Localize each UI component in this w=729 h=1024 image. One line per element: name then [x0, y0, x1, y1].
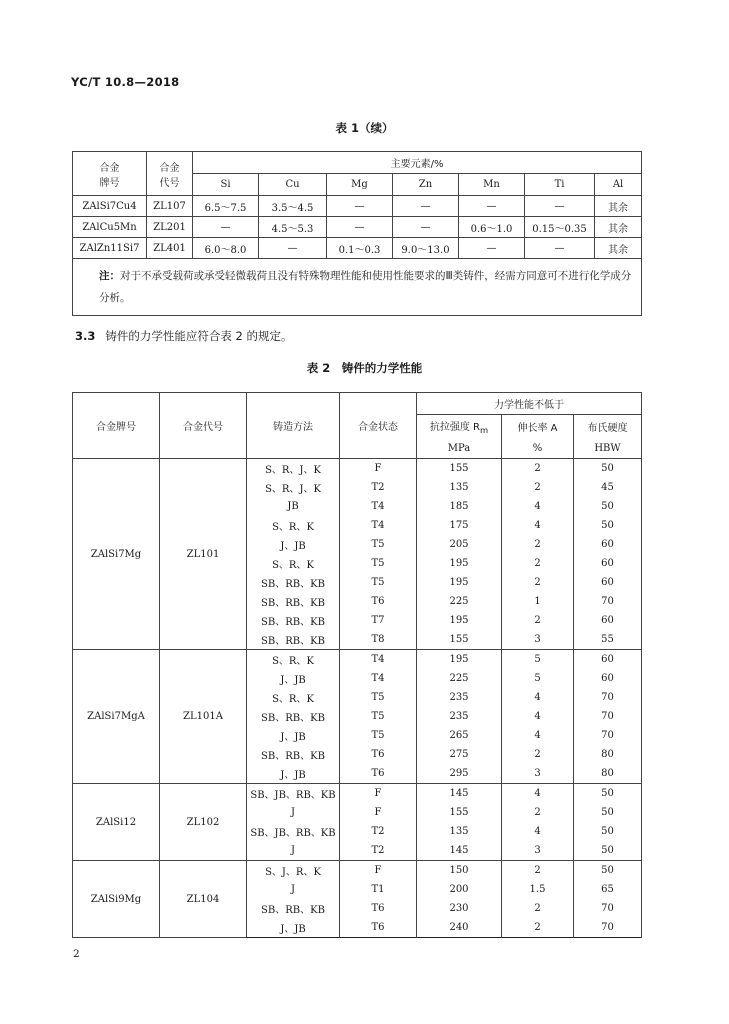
- alloy-grade-cell: ZAlZn11Si7: [73, 238, 147, 259]
- casting-method-cell: S、R、K: [247, 688, 340, 707]
- tensile-strength-cell: 225: [417, 592, 502, 611]
- tensile-strength-cell: 175: [417, 516, 502, 535]
- hardness-cell: 70: [574, 918, 642, 938]
- casting-method-cell: S、R、K: [247, 650, 340, 670]
- alloy-state-cell: T2: [340, 822, 417, 841]
- alloy-state-cell: T6: [340, 745, 417, 764]
- casting-method-cell: J、JB: [247, 764, 340, 784]
- alloy-code-cell: ZL201: [147, 217, 193, 238]
- casting-method-cell: SB、RB、KB: [247, 707, 340, 726]
- elongation-cell: 2: [502, 478, 574, 497]
- casting-method-cell: SB、RB、KB: [247, 630, 340, 650]
- alloy-code-cell: ZL104: [160, 861, 247, 938]
- elongation-cell: 3: [502, 764, 574, 784]
- hardness-cell: 80: [574, 745, 642, 764]
- alloy-state-cell: T4: [340, 516, 417, 535]
- casting-method-cell: J: [247, 803, 340, 822]
- casting-method-cell: J、JB: [247, 535, 340, 554]
- elongation-cell: 4: [502, 784, 574, 804]
- hardness-cell: 60: [574, 669, 642, 688]
- elongation-cell: 3: [502, 630, 574, 650]
- alloy-state-cell: F: [340, 861, 417, 881]
- alloy-state-cell: T5: [340, 535, 417, 554]
- elongation-cell: 4: [502, 726, 574, 745]
- mechanical-group-header: 力学性能不低于: [417, 393, 642, 415]
- elongation-cell: 2: [502, 573, 574, 592]
- tensile-strength-cell: 145: [417, 841, 502, 861]
- casting-method-cell: J、JB: [247, 669, 340, 688]
- hardness-cell: 55: [574, 630, 642, 650]
- alloy-state-cell: T5: [340, 573, 417, 592]
- elongation-unit: %: [502, 438, 574, 459]
- hardness-cell: 60: [574, 554, 642, 573]
- alloy-grade-cell: ZAlSi7Cu4: [73, 196, 147, 217]
- casting-method-cell: SB、JB、RB、KB: [247, 822, 340, 841]
- tensile-strength-cell: 195: [417, 650, 502, 670]
- col-alloy-code-header: 合金 代号: [147, 152, 193, 196]
- tensile-strength-cell: 275: [417, 745, 502, 764]
- tensile-strength-cell: 195: [417, 554, 502, 573]
- element-header: Al: [595, 174, 642, 196]
- alloy-code-cell: ZL401: [147, 238, 193, 259]
- casting-method-cell: SB、JB、RB、KB: [247, 784, 340, 804]
- casting-method-cell: JB: [247, 497, 340, 516]
- elongation-cell: 4: [502, 516, 574, 535]
- tensile-strength-cell: 195: [417, 573, 502, 592]
- element-header: Zn: [393, 174, 459, 196]
- elongation-cell: 2: [502, 899, 574, 918]
- casting-method-cell: S、R、K: [247, 554, 340, 573]
- elongation-cell: 2: [502, 861, 574, 881]
- alloy-grade-cell: ZAlSi7MgA: [73, 650, 160, 784]
- casting-method-cell: SB、RB、KB: [247, 573, 340, 592]
- hardness-cell: 70: [574, 688, 642, 707]
- element-header: Si: [193, 174, 259, 196]
- tensile-strength-cell: 135: [417, 478, 502, 497]
- page-number: 2: [73, 948, 80, 960]
- alloy-code-cell: ZL102: [160, 784, 247, 861]
- element-value-cell: —: [393, 196, 459, 217]
- alloy-state-cell: F: [340, 459, 417, 479]
- elongation-cell: 5: [502, 650, 574, 670]
- element-value-cell: —: [393, 217, 459, 238]
- elongation-cell: 4: [502, 707, 574, 726]
- hardness-cell: 60: [574, 650, 642, 670]
- tensile-strength-cell: 185: [417, 497, 502, 516]
- alloy-state-cell: T7: [340, 611, 417, 630]
- alloy-state-cell: T2: [340, 478, 417, 497]
- hardness-cell: 70: [574, 899, 642, 918]
- alloy-state-cell: T6: [340, 899, 417, 918]
- hardness-cell: 50: [574, 822, 642, 841]
- elongation-cell: 5: [502, 669, 574, 688]
- tensile-unit: MPa: [417, 438, 502, 459]
- element-value-cell: —: [327, 196, 393, 217]
- alloy-state-cell: T6: [340, 592, 417, 611]
- alloy-state-cell: T4: [340, 650, 417, 670]
- hardness-cell: 50: [574, 497, 642, 516]
- tensile-strength-cell: 155: [417, 630, 502, 650]
- element-value-cell: 3.5～4.5: [259, 196, 327, 217]
- hardness-cell: 60: [574, 535, 642, 554]
- section-3-3: 3.3 铸件的力学性能应符合表 2 的规定。: [75, 329, 293, 343]
- element-header: Ti: [525, 174, 595, 196]
- element-value-cell: 6.0～8.0: [193, 238, 259, 259]
- tensile-strength-cell: 295: [417, 764, 502, 784]
- casting-method-cell: S、J、R、K: [247, 861, 340, 881]
- element-header: Mn: [459, 174, 525, 196]
- elongation-cell: 2: [502, 459, 574, 479]
- col-alloy-grade-header: 合金 牌号: [73, 152, 147, 196]
- hardness-cell: 45: [574, 478, 642, 497]
- element-value-cell: 其余: [595, 238, 642, 259]
- table1-chemical-composition: [72, 151, 642, 316]
- tensile-strength-cell: 155: [417, 803, 502, 822]
- element-value-cell: 0.15～0.35: [525, 217, 595, 238]
- alloy-state-cell: T5: [340, 707, 417, 726]
- hardness-cell: 50: [574, 841, 642, 861]
- tensile-strength-cell: 195: [417, 611, 502, 630]
- elongation-cell: 3: [502, 841, 574, 861]
- hardness-cell: 50: [574, 459, 642, 479]
- hardness-cell: 70: [574, 592, 642, 611]
- element-header: Mg: [327, 174, 393, 196]
- alloy-state-cell: T1: [340, 880, 417, 899]
- element-value-cell: —: [525, 196, 595, 217]
- col-grade-header: 合金牌号: [73, 393, 160, 459]
- tensile-strength-cell: 235: [417, 707, 502, 726]
- table1-title: 表 1（续）: [335, 121, 394, 135]
- elongation-cell: 2: [502, 554, 574, 573]
- casting-method-cell: J: [247, 841, 340, 861]
- casting-method-cell: S、R、J、K: [247, 478, 340, 497]
- elongation-cell: 2: [502, 745, 574, 764]
- tensile-strength-cell: 200: [417, 880, 502, 899]
- table-row: [73, 861, 642, 881]
- tensile-strength-cell: 225: [417, 669, 502, 688]
- alloy-grade-cell: ZAlSi12: [73, 784, 160, 861]
- table2-mechanical-properties: [72, 392, 642, 938]
- element-value-cell: 其余: [595, 217, 642, 238]
- alloy-state-cell: T4: [340, 669, 417, 688]
- element-value-cell: —: [459, 238, 525, 259]
- hardness-cell: 60: [574, 611, 642, 630]
- tensile-strength-cell: 145: [417, 784, 502, 804]
- standard-code-header: YC/T 10.8—2018: [71, 75, 180, 89]
- casting-method-cell: J、JB: [247, 726, 340, 745]
- elongation-cell: 4: [502, 497, 574, 516]
- alloy-code-cell: ZL107: [147, 196, 193, 217]
- hardness-cell: 65: [574, 880, 642, 899]
- tensile-strength-cell: 235: [417, 688, 502, 707]
- elongation-header: 伸长率 A: [502, 415, 574, 439]
- col-code-header: 合金代号: [160, 393, 247, 459]
- tensile-strength-cell: 265: [417, 726, 502, 745]
- element-value-cell: 0.6～1.0: [459, 217, 525, 238]
- tensile-strength-cell: 205: [417, 535, 502, 554]
- element-header: Cu: [259, 174, 327, 196]
- hardness-cell: 60: [574, 573, 642, 592]
- elongation-cell: 2: [502, 611, 574, 630]
- hardness-cell: 80: [574, 764, 642, 784]
- casting-method-cell: SB、RB、KB: [247, 899, 340, 918]
- element-value-cell: 9.0～13.0: [393, 238, 459, 259]
- alloy-state-cell: T4: [340, 497, 417, 516]
- tensile-header: 抗拉强度 $R_m$: [417, 415, 502, 439]
- alloy-state-cell: F: [340, 803, 417, 822]
- casting-method-cell: J: [247, 880, 340, 899]
- hardness-cell: 50: [574, 803, 642, 822]
- alloy-state-cell: T5: [340, 688, 417, 707]
- element-value-cell: —: [525, 238, 595, 259]
- hardness-header: 布氏硬度: [574, 415, 642, 439]
- table-row: [73, 650, 642, 670]
- alloy-state-cell: T2: [340, 841, 417, 861]
- hardness-cell: 70: [574, 726, 642, 745]
- hardness-cell: 50: [574, 784, 642, 804]
- table-row: [73, 784, 642, 804]
- alloy-state-cell: T5: [340, 726, 417, 745]
- casting-method-cell: SB、RB、KB: [247, 592, 340, 611]
- table1-note: 注：对于不承受载荷或承受轻微载荷且没有特殊物理性能和使用性能要求的Ⅲ类铸件，经需方同意可不进行化学成分分析。: [73, 259, 642, 316]
- col-state-header: 合金状态: [340, 393, 417, 459]
- element-value-cell: —: [459, 196, 525, 217]
- element-value-cell: —: [193, 217, 259, 238]
- tensile-strength-cell: 135: [417, 822, 502, 841]
- hardness-cell: 50: [574, 861, 642, 881]
- elongation-cell: 2: [502, 918, 574, 938]
- hardness-cell: 70: [574, 707, 642, 726]
- table-row: [73, 238, 642, 259]
- element-value-cell: —: [259, 238, 327, 259]
- alloy-state-cell: F: [340, 784, 417, 804]
- alloy-state-cell: T5: [340, 554, 417, 573]
- tensile-strength-cell: 150: [417, 861, 502, 881]
- alloy-code-cell: ZL101: [160, 459, 247, 650]
- table-row: [73, 196, 642, 217]
- alloy-state-cell: T8: [340, 630, 417, 650]
- casting-method-cell: S、R、K: [247, 516, 340, 535]
- alloy-grade-cell: ZAlSi9Mg: [73, 861, 160, 938]
- alloy-code-cell: ZL101A: [160, 650, 247, 784]
- alloy-grade-cell: ZAlSi7Mg: [73, 459, 160, 650]
- hardness-unit: HBW: [574, 438, 642, 459]
- element-value-cell: 4.5～5.3: [259, 217, 327, 238]
- table-row: [73, 217, 642, 238]
- alloy-state-cell: T6: [340, 764, 417, 784]
- main-elements-header: 主要元素/%: [193, 152, 642, 174]
- tensile-strength-cell: 240: [417, 918, 502, 938]
- elongation-cell: 1: [502, 592, 574, 611]
- elongation-cell: 2: [502, 803, 574, 822]
- hardness-cell: 50: [574, 516, 642, 535]
- element-value-cell: 其余: [595, 196, 642, 217]
- element-value-cell: 6.5～7.5: [193, 196, 259, 217]
- elongation-cell: 1.5: [502, 880, 574, 899]
- casting-method-cell: SB、RB、KB: [247, 745, 340, 764]
- elongation-cell: 4: [502, 822, 574, 841]
- col-method-header: 铸造方法: [247, 393, 340, 459]
- alloy-grade-cell: ZAlCu5Mn: [73, 217, 147, 238]
- element-value-cell: —: [327, 217, 393, 238]
- elongation-cell: 4: [502, 688, 574, 707]
- element-value-cell: 0.1～0.3: [327, 238, 393, 259]
- table-row: [73, 459, 642, 479]
- tensile-strength-cell: 230: [417, 899, 502, 918]
- elongation-cell: 2: [502, 535, 574, 554]
- casting-method-cell: J、JB: [247, 918, 340, 938]
- casting-method-cell: SB、RB、KB: [247, 611, 340, 630]
- alloy-state-cell: T6: [340, 918, 417, 938]
- table2-title: 表 2 铸件的力学性能: [306, 361, 423, 375]
- casting-method-cell: S、R、J、K: [247, 459, 340, 479]
- tensile-strength-cell: 155: [417, 459, 502, 479]
